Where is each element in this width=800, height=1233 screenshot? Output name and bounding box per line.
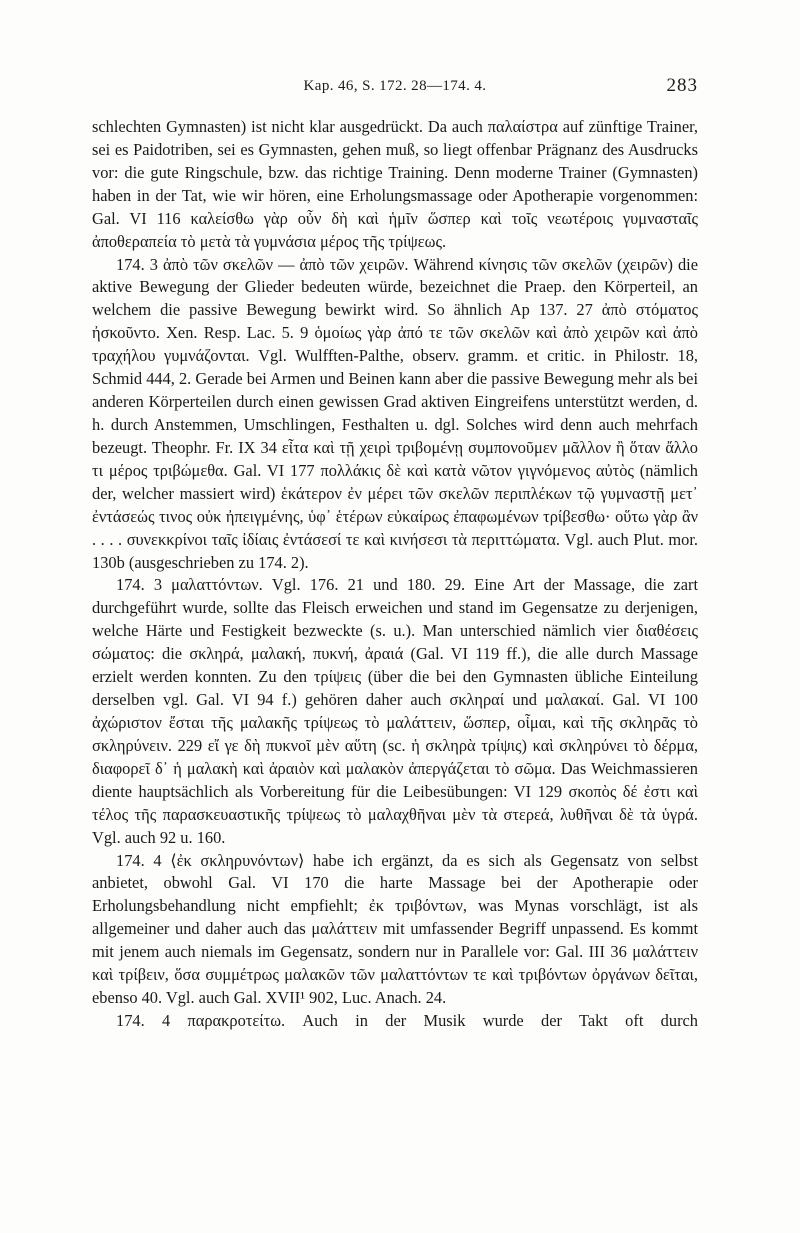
running-title: Kap. 46, S. 172. 28—174. 4. bbox=[303, 78, 487, 94]
body-text bbox=[92, 116, 698, 1033]
page-number: 283 bbox=[666, 75, 698, 96]
running-head bbox=[92, 75, 698, 102]
paragraph: schlechten Gymnasten) ist nicht klar ausgedrückt. Da auch παλαίστρα auf zünftige Trainer, sei es Paidotriben, sei es Gymnasten, gehen muß, so liegt offenbar Prägnanz des Ausdrucks vor: die gute Ringschule, bzw. das richtige Training. Denn moderne Trainer (Gymnasten) haben in der Tat, wie wir hören, eine Erholungsmassage oder Apotherapie vorgenommen: Gal. VI 116 καλείσθω γὰρ οὖν δὴ καὶ ἡμῖν ὥσπερ καὶ τοῖς νεωτέροις γυμνασταῖς ἀποθεραπεία τὸ μετὰ τὰ γυμνάσια μέρος τῆς τρίψεως. bbox=[92, 117, 698, 251]
paragraph: 174. 3 ἀπὸ τῶν σκελῶν — ἀπὸ τῶν χειρῶν. Während κίνησις τῶν σκελῶν (χειρῶν) die aktive Bewegung der Glieder bedeuten würde, bezeichnet die Praep. den Körperteil, an welchem die passive Bewegung bewirkt wird. So ähnlich Ap 137. 27 ἀπὸ στόματος ἠσκοῦντο. Xen. Resp. Lac. 5. 9 ὁμοίως γὰρ ἀπό τε τῶν σκελῶν καὶ ἀπὸ χειρῶν καὶ ἀπὸ τραχήλου γυμνάζονται. Vgl. Wulfften-Palthe, observ. gramm. et critic. in Philostr. 18, Schmid 444, 2. Gerade bei Armen und Beinen kann aber die passive Bewegung mehr als bei anderen Körperteilen durch einen gewissen Grad aktiven Eingreifens unterstützt werden, d. h. durch Anstemmen, Umschlingen, Festhalten u. dgl. Solches wird denn auch mehrfach bezeugt. Theophr. Fr. IX 34 εἶτα καὶ τῇ χειρὶ τριβομένῃ συμπονοῦμεν μᾶλλον ἢ ὅταν ἄλλο τι μέρος τριβώμεθα. Gal. VI 177 πολλάκις δὲ καὶ κατὰ νῶτον γιγνόμενος αὐτὸς (nämlich der, welcher massiert wird) ἑκάτερον ἐν μέρει τῶν σκελῶν περιπλέκων τῷ γυμναστῇ μετ᾽ ἐντάσεώς τινος οὐκ ἠπειγμένης, ὑφ᾽ ἑτέρων εὐκαίρως ἐπαφωμένων τρίβεσθω· οὕτω γὰρ ἂν . . . . συνεκκρίνοι ταῖς ἰδίαις ἐντάσεσί τε καὶ κινήσεσι τὰ περιττώματα. Vgl. auch Plut. mor. 130b (ausgeschrieben zu 174. 2). bbox=[92, 254, 698, 572]
paragraph: 174. 4 παρακροτείτω. Auch in der Musik wurde der Takt oft durch bbox=[116, 1010, 698, 1030]
paragraph: 174. 4 ⟨ἐκ σκληρυνόντων⟩ habe ich ergänzt, da es sich als Gegensatz von selbst anbietet, obwohl Gal. VI 170 die harte Massage bei der Apotherapie oder Erholungsbehandlung nicht empfiehlt; ἐκ τριβόντων, was Mynas vorschlägt, ist als allgemeiner und daher auch das μαλάττειν mit umfassender Begriff unpassend. Es kommt mit jenem auch niemals im Gegensatz, sondern nur in Parallele vor: Gal. III 36 μαλάττειν καὶ τρίβειν, ὅσα συμμέτρως μαλακῶν τῶν μαλαττόντων τε καὶ τριβόντων ὀργάνων δεῖται, ebenso 40. Vgl. auch Gal. XVII¹ 902, Luc. Anach. 24. bbox=[92, 850, 698, 1008]
paragraph: 174. 3 μαλαττόντων. Vgl. 176. 21 und 180. 29. Eine Art der Massage, die zart durchgeführt wurde, sollte das Fleisch erweichen und stand im Gegensatze zu derjenigen, welche Härte und Festigkeit bezweckte (s. u.). Man unterschied nämlich vier διαθέσεις σώματος: die σκληρά, μαλακή, πυκνή, ἀραιά (Gal. VI 119 ff.), die alle durch Massage erzielt werden konnten. Zu den τρίψεις (über die bei den Gymnasten übliche Einteilung derselben vgl. Gal. VI 94 f.) gehören daher auch σκληραί und μαλακαί. Gal. VI 100 ἀχώριστον ἔσται τῆς μαλακῆς τρίψεως τὸ μαλάττειν, ὥσπερ, οἶμαι, καὶ τῆς σκληρᾶς τὸ σκληρύνειν. 229 εἴ γε δὴ πυκνοῖ μὲν αὕτη (sc. ἡ σκληρὰ τρίψις) καὶ σκληρύνει τὸ δέρμα, διαφορεῖ δ᾽ ἡ μαλακὴ καὶ ἀραιὸν καὶ μαλακὸν ἀπεργάζεται τὸ σῶμα. Das Weichmassieren diente hauptsächlich als Vorbereitung für die Leibesübungen: VI 129 σκοπὸς δέ ἐστι καὶ τέλος τῆς παρασκευαστικῆς τρίψεως τὸ μαλαχθῆναι μὲν τὰ στερεά, λυθῆναι δὲ τὰ ὑγρά. Vgl. auch 92 u. 160. bbox=[92, 575, 698, 847]
